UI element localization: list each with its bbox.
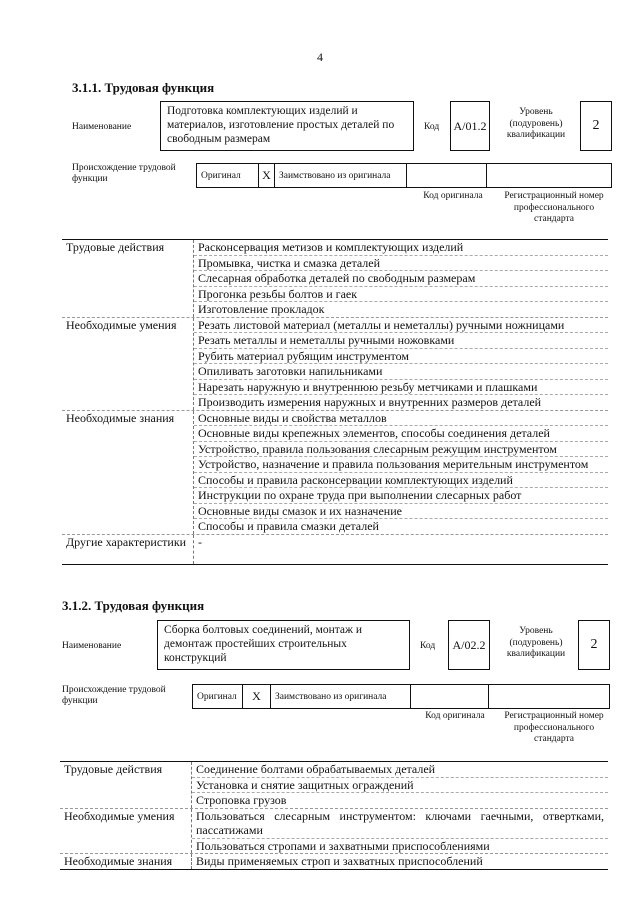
list-item: -: [198, 534, 202, 549]
code-original-label: Код оригинала: [425, 711, 485, 721]
list-item: Установка и снятие защитных ограждений: [192, 778, 608, 794]
origin-original: Оригинал: [193, 685, 243, 708]
list-item: Опиливать заготовки напильниками: [194, 364, 608, 380]
group-row: [60, 809, 608, 855]
list-item: Резать листовой материал (металлы и неметаллы) ручными ножницами: [194, 318, 608, 334]
code-label: Код: [424, 122, 440, 132]
section-title: 3.1.2. Трудовая функция: [62, 598, 205, 613]
qualification-level: 2: [578, 620, 610, 670]
name-label: Наименование: [62, 641, 122, 651]
list-item: Способы и правила расконсервации комплектующих изделий: [194, 473, 608, 489]
group-row: [62, 240, 608, 318]
list-item: Инструкции по охране труда при выполнении слесарных работ: [194, 488, 608, 504]
origin-borrowed: Заимствовано из оригинала: [271, 685, 411, 708]
group-category: Необходимые умения: [62, 318, 194, 410]
list-item: Соединение болтами обрабатываемых деталей: [192, 762, 608, 778]
code-original-label: Код оригинала: [423, 191, 483, 201]
qualification-level: 2: [580, 101, 612, 151]
origin-label: Происхождение трудовой функции: [62, 685, 166, 706]
work-function-table: [62, 239, 608, 565]
origin-original: Оригинал: [197, 164, 259, 187]
reg-number-label: Регистрационный номер профессионального стандарта: [504, 191, 604, 224]
list-item: Рубить материал рубящим инструментом: [194, 349, 608, 365]
list-item: Расконсервация метизов и комплектующих изделий: [194, 240, 608, 256]
list-item: Прогонка резьбы болтов и гаек: [194, 287, 608, 303]
list-item: Устройство, правила пользования слесарным режущим инструментом: [194, 442, 608, 458]
code-original-cell: [407, 164, 487, 187]
list-item: Способы и правила смазки деталей: [198, 519, 379, 533]
group-category: Необходимые умения: [60, 809, 192, 854]
origin-borrowed: Заимствовано из оригинала: [275, 164, 407, 187]
list-item: Основные виды и свойства металлов: [194, 411, 608, 427]
code-label: Код: [420, 641, 436, 651]
page-number: 4: [317, 50, 323, 64]
code-original-cell: [411, 685, 489, 708]
function-code: A/02.2: [448, 620, 490, 670]
group-row: [62, 411, 608, 535]
group-row: [60, 762, 608, 809]
origin-table: [196, 163, 612, 188]
list-item: Пользоваться слесарным инструментом: ключами гаечными, отвертками, пассатижами: [192, 809, 608, 839]
list-item: Виды применяемых строп и захватных приспособлений: [196, 854, 483, 868]
origin-mark: X: [259, 164, 275, 187]
work-function-table: [60, 761, 608, 870]
level-label: Уровень (подуровень) квалификации: [506, 107, 566, 140]
reg-number-cell: [489, 685, 609, 708]
function-name: Подготовка комплектующих изделий и материалов, изготовление простых деталей по свободным размерам: [160, 101, 414, 151]
origin-table: [192, 684, 610, 709]
group-category: Трудовые действия: [62, 240, 194, 317]
list-item: Основные виды крепежных элементов, способы соединения деталей: [194, 426, 608, 442]
group-category: Необходимые знания: [60, 854, 192, 869]
group-category: Трудовые действия: [60, 762, 192, 808]
list-item: Производить измерения наружных и внутренних размеров деталей: [198, 395, 542, 409]
list-item: Нарезать наружную и внутреннюю резьбу метчиками и плашками: [194, 380, 608, 396]
group-row: [62, 535, 608, 564]
origin-mark: X: [243, 685, 271, 708]
list-item: Промывка, чистка и смазка деталей: [194, 256, 608, 272]
list-item: Пользоваться стропами и захватными приспособлениями: [196, 838, 490, 853]
list-item: Строповка грузов: [196, 793, 287, 807]
list-item: Резать металлы и неметаллы ручными ножовками: [194, 333, 608, 349]
origin-label: Происхождение трудовой функции: [72, 163, 176, 184]
group-row: [60, 854, 608, 869]
reg-number-label: Регистрационный номер профессионального стандарта: [504, 711, 604, 744]
level-label: Уровень (подуровень) квалификации: [506, 626, 566, 659]
list-item: Основные виды смазок и их назначение: [194, 504, 608, 520]
list-item: Изготовление прокладок: [198, 302, 325, 316]
name-label: Наименование: [72, 122, 132, 132]
function-code: A/01.2: [450, 101, 490, 151]
group-category: Другие характеристики: [62, 535, 194, 564]
list-item: Слесарная обработка деталей по свободным размерам: [194, 271, 608, 287]
reg-number-cell: [487, 164, 611, 187]
group-category: Необходимые знания: [62, 411, 194, 534]
list-item: Устройство, назначение и правила пользования мерительным инструментом: [194, 457, 608, 473]
group-row: [62, 318, 608, 411]
section-title: 3.1.1. Трудовая функция: [72, 80, 215, 95]
function-name: Сборка болтовых соединений, монтаж и демонтаж простейших строительных конструкций: [157, 620, 410, 670]
